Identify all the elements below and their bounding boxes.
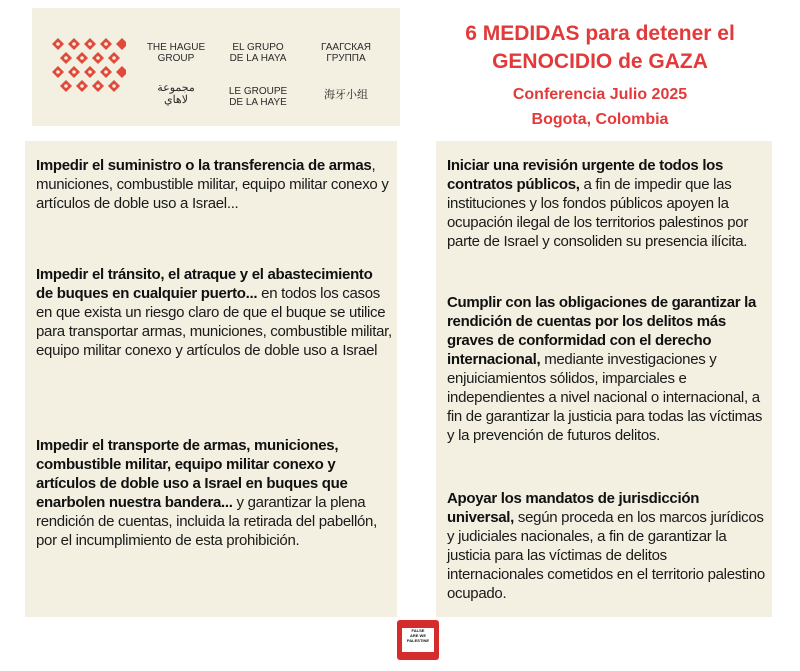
- measure-4: [447, 156, 767, 251]
- measure-3: [36, 436, 392, 550]
- measure-3-heading: Impedir el transporte de armas, municiones, combustible militar, equipo militar conexo y artículos de doble uso a Israel en buques que enarbolen nuestra bandera...: [36, 437, 348, 511]
- title-location: Bogota, Colombia: [531, 111, 669, 128]
- measure-1-text: , municiones, combustible militar, equipo militar conexo y artículos de doble uso a Israel...: [36, 157, 389, 212]
- title-line-1: 6 MEDIDAS para detener el: [465, 22, 735, 45]
- measure-2: [36, 265, 392, 360]
- org-name-french: LE GROUPE DE LA HAYE: [228, 86, 288, 108]
- measure-6-heading: Apoyar los mandatos de jurisdicción universal,: [447, 490, 700, 526]
- measures-panel-left: [25, 141, 397, 617]
- measure-2-heading: Impedir el tránsito, el atraque y el abastecimiento de buques en cualquier puerto...: [36, 266, 373, 302]
- measure-1-heading: Impedir el suministro o la transferencia de armas: [36, 157, 372, 174]
- footer-logo-text: FALSE ARE WE PALESTINE: [402, 628, 434, 652]
- footer-logo: [397, 620, 439, 660]
- measure-5: [447, 293, 767, 445]
- measure-6-text: según proceda en los marcos jurídicos y judiciales nacionales, a fin de garantizar la justicia para las víctimas de delitos internacionales cometidos en el territorio palestino ocupado.: [447, 509, 765, 602]
- measure-5-text: mediante investigaciones y enjuiciamientos sólidos, imparciales e independientes a nivel nacional o internacional, a fin de garantizar la justicia para todas las víctimas y la prevención de futuros delitos.: [447, 351, 763, 444]
- measure-3-text: y garantizar la plena rendición de cuentas, incluida la retirada del pabellón, por el incumplimiento de esta prohibición.: [36, 494, 377, 549]
- measure-2-text: en todos los casos en que exista un riesgo claro de que el buque se utilice para transportar armas, municiones, combustible militar, equipo militar conexo y artículos de doble uso a Israel: [36, 285, 392, 359]
- title-line-2: GENOCIDIO de GAZA: [492, 50, 708, 73]
- org-name-russian: ГААГСКАЯ ГРУППА: [321, 42, 371, 64]
- org-name-spanish: EL GRUPO DE LA HAYA: [229, 42, 287, 64]
- measure-5-heading: Cumplir con las obligaciones de garantizar la rendición de cuentas por los delitos más graves de conformidad con el derecho internacional,: [447, 294, 757, 368]
- header-card: [32, 8, 400, 126]
- measures-panel-right: [436, 141, 772, 617]
- measure-4-heading: Iniciar una revisión urgente de todos los contratos públicos,: [447, 157, 724, 193]
- org-name-english: THE HAGUE GROUP: [146, 42, 206, 64]
- measure-4-text: a fin de impedir que las instituciones y los fondos públicos apoyen la ocupación ilegal de los territorios palestinos por parte de Israel y consoliden su presencia ilícita.: [447, 176, 749, 250]
- measure-1: [36, 156, 392, 213]
- org-name-chinese: 海牙小组: [324, 89, 368, 101]
- title-conference: Conferencia Julio 2025: [512, 86, 688, 103]
- hague-group-logo: [50, 32, 126, 104]
- org-name-arabic: مجموعة لاهاي: [157, 82, 195, 106]
- page-title: [400, 20, 800, 132]
- measure-6: [447, 489, 767, 603]
